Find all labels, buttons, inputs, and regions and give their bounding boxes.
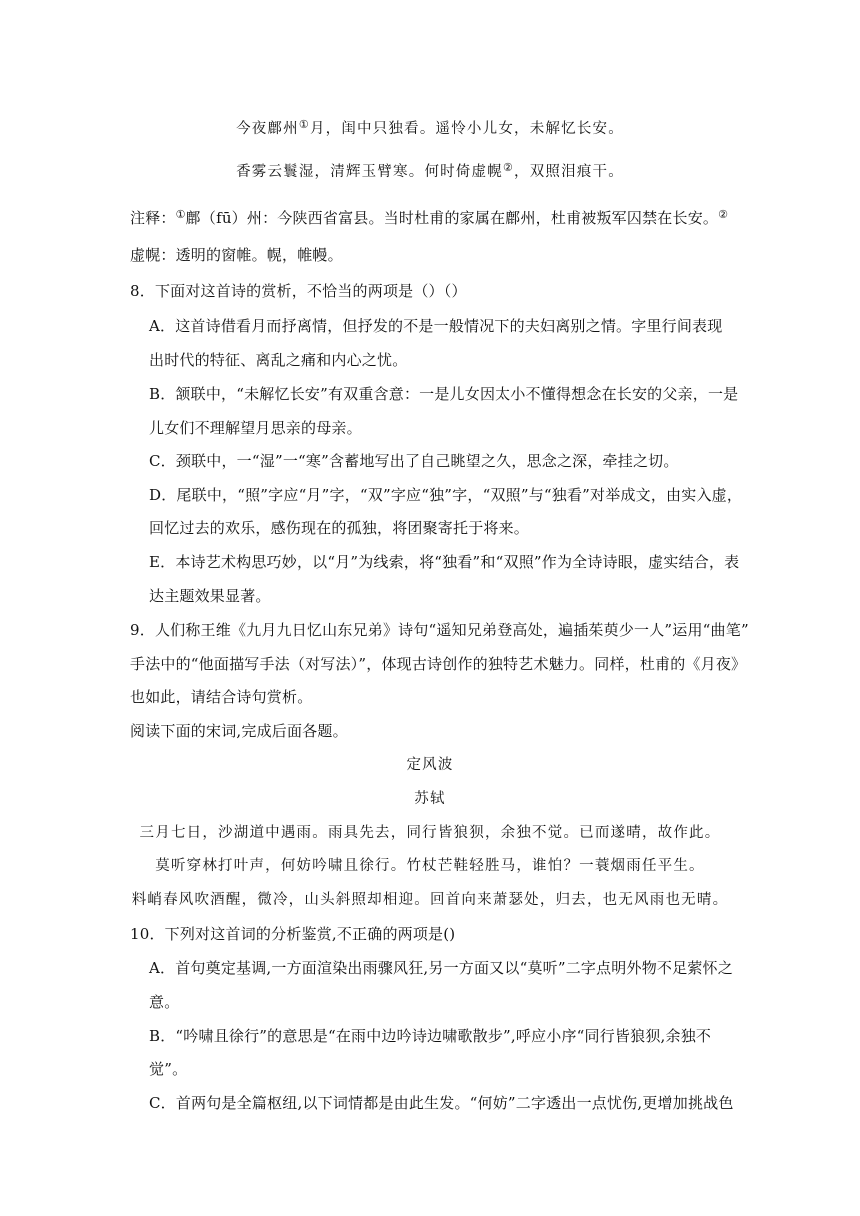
q8-option-d-line-1: D．尾联中，“照”字应“月”字，“双”字应“独”字，“双照”与“独看”对举成文，由实入虚， (149, 486, 743, 504)
annotation-line-1: 注释：①鄜（fū）州：今陕西省富县。当时杜甫的家属在鄜州，杜甫被叛军囚禁在长安。② (130, 208, 729, 227)
q10-option-a-line-2: 意。 (149, 993, 180, 1011)
q10-option-b-line-1: B．“吟啸且徐行”的意思是“在雨中边吟诗边啸歌散步”,呼应小序“同行皆狼狈,余独不 (149, 1027, 712, 1045)
question-9-line-2: 手法中的“他面描写手法（对写法）”，体现古诗创作的独特艺术魅力。同样，杜甫的《月夜》 (130, 655, 747, 673)
q8-option-b-line-2: 儿女们不理解望月思亲的母亲。 (149, 419, 362, 437)
q8-option-a-line-2: 出时代的特征、离乱之痛和内心之忧。 (149, 351, 408, 369)
q8-option-d-line-2: 回忆过去的欢乐，感伤现在的孤独，将团聚寄托于将来。 (149, 519, 530, 537)
footnote-marker-1: ① (298, 118, 310, 131)
q8-option-a-line-1: A．这首诗借看月而抒离情，但抒发的不是一般情况下的夫妇离别之情。字里行间表现 (149, 317, 723, 335)
q8-option-b-line-1: B．颔联中，“未解忆长安”有双重含意：一是儿女因太小不懂得想念在长安的父亲，一是 (149, 385, 739, 403)
poem2-title: 定风波 (406, 757, 454, 773)
poem2-preface: 三月七日，沙湖道中遇雨。雨具先去，同行皆狼狈，余独不觉。已而遂晴，故作此。 (139, 825, 721, 841)
question-10-stem: 10．下列对这首词的分析鉴赏,不正确的两项是() (130, 925, 456, 943)
question-9-line-3: 也如此，请结合诗句赏析。 (130, 688, 313, 706)
question-8-stem: 8．下面对这首诗的赏析，不恰当的两项是（）（） (130, 282, 467, 300)
section-intro: 阅读下面的宋词,完成后面各题。 (130, 722, 348, 740)
q8-option-e-line-1: E．本诗艺术构思巧妙，以“月”为线索，将“独看”和“双照”作为全诗诗眼，虚实结合，表 (149, 553, 740, 571)
q10-option-c-line-1: C．首两句是全篇枢纽,以下词情都是由此生发。“何妨”二字透出一点忧伤,更增加挑战色 (149, 1094, 734, 1112)
poem2-line-2: 料峭春风吹酒醒，微冷，山头斜照却相迎。回首向来萧瑟处，归去，也无风雨也无晴。 (131, 892, 729, 908)
footnote-marker-2: ② (502, 161, 515, 174)
q8-option-c-line-1: C．颈联中，一“湿”一“寒”含蓄地写出了自己眺望之久，思念之深，牵挂之切。 (149, 452, 679, 470)
poem1-line-2: 香雾云鬟湿，清辉玉臂寒。何时倚虚幌②，双照泪痕干。 (236, 161, 624, 180)
q10-option-a-line-1: A．首句奠定基调,一方面渲染出雨骤风狂,另一方面又以“莫听”二字点明外物不足萦怀之 (149, 959, 733, 977)
poem2-line-1: 莫听穿林打叶声，何妨吟啸且徐行。竹杖芒鞋轻胜马，谁怕？一蓑烟雨任平生。 (155, 858, 705, 874)
q10-option-b-line-2: 觉”。 (149, 1060, 188, 1078)
poem1-line-1: 今夜鄜州①月，闺中只独看。遥怜小儿女，未解忆长安。 (236, 118, 624, 137)
poem2-author: 苏轼 (414, 791, 446, 807)
annotation-line-2: 虚幌：透明的窗帷。幌，帷幔。 (130, 246, 343, 264)
q8-option-e-line-2: 达主题效果显著。 (149, 587, 271, 605)
question-9-line-1: 9．人们称王维《九月九日忆山东兄弟》诗句“遥知兄弟登高处，遍插茱萸少一人”运用“曲笔” (130, 621, 749, 639)
